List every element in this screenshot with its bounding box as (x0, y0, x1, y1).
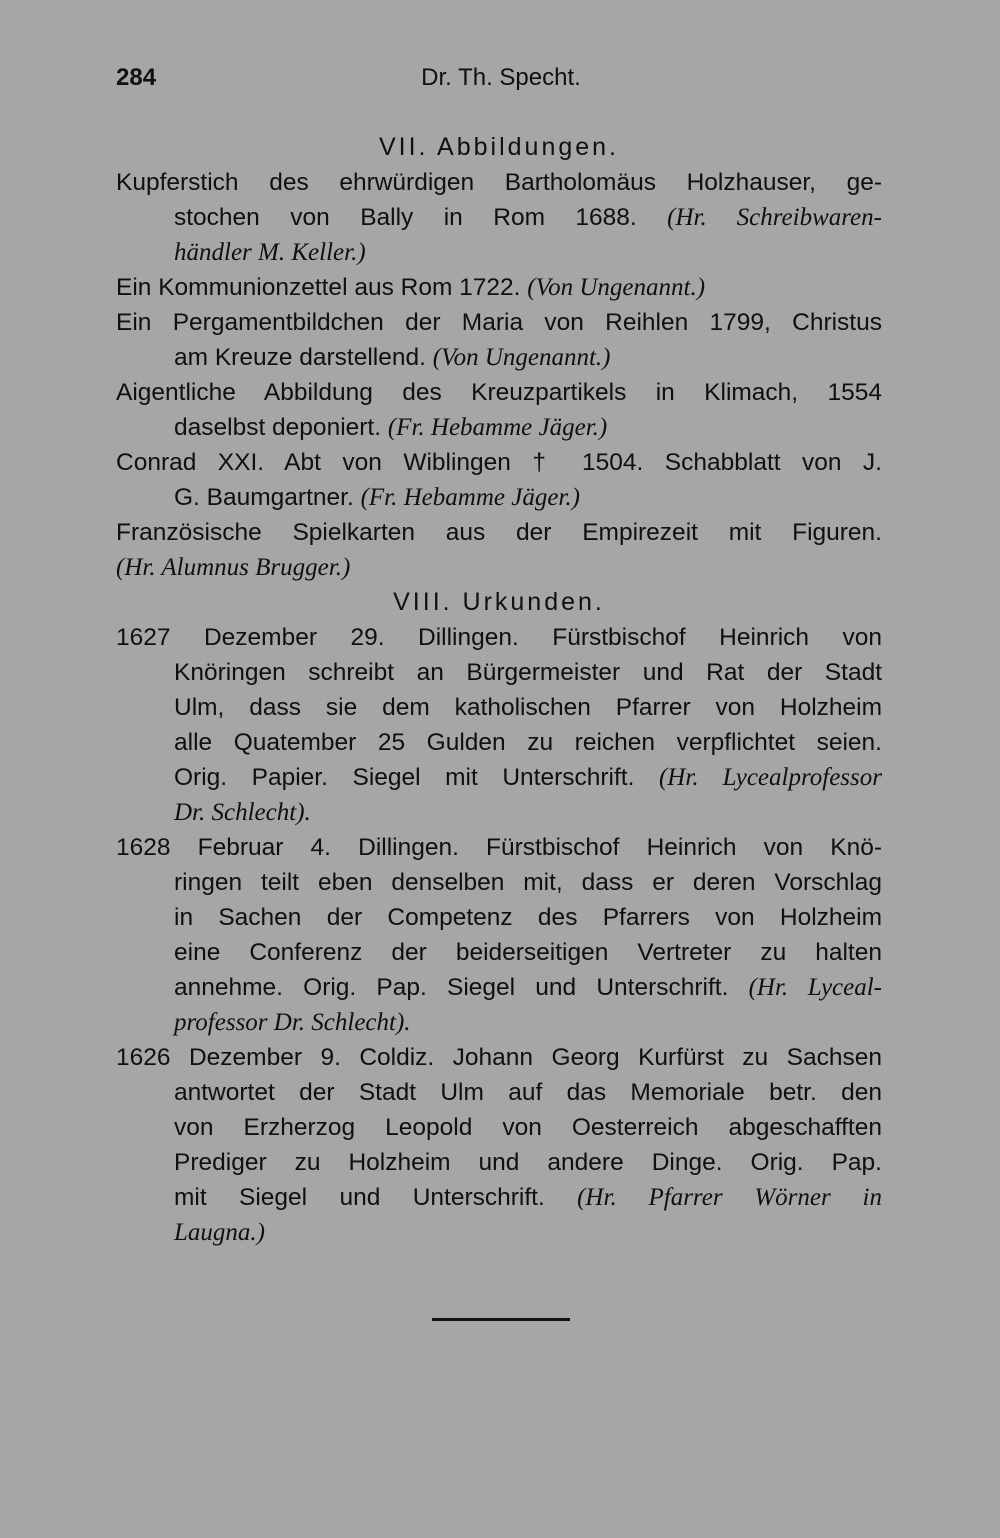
text-line (116, 1215, 882, 1250)
line-text: stochen von Bally in Rom 1688. (174, 204, 668, 231)
line-text: Conrad XXI. Abt von Wiblingen † 1504. Schabblatt von J. (116, 449, 882, 476)
line-text: Ulm, dass sie dem katholischen Pfarrer von Holzheim (174, 694, 882, 721)
text-line (116, 410, 882, 445)
text-line (116, 1110, 882, 1145)
donor-attribution: (Hr. Pfarrer Wörner in (577, 1184, 882, 1211)
donor-attribution: Dr. Schlecht). (174, 799, 311, 826)
text-line (116, 515, 882, 550)
text-line (116, 865, 882, 900)
line-text: Orig. Papier. Siegel mit Unterschrift. (174, 764, 659, 791)
line-text: Aigentliche Abbildung des Kreuzpartikels in Klimach, 1554 (116, 379, 882, 406)
donor-attribution: Laugna.) (174, 1219, 265, 1246)
page-number: 284 (116, 64, 157, 91)
text-line (116, 1145, 882, 1180)
line-text: Prediger zu Holzheim und andere Dinge. Orig. Pap. (174, 1149, 882, 1176)
line-text: in Sachen der Competenz des Pfarrers von Holzheim (174, 904, 882, 931)
line-text: Knöringen schreibt an Bürgermeister und Rat der Stadt (174, 659, 882, 686)
line-text: von Erzherzog Leopold von Oesterreich abgeschafften (174, 1114, 882, 1141)
line-text: ringen teilt eben denselben mit, dass er deren Vorschlag (174, 869, 882, 896)
line-text: mit Siegel und Unterschrift. (174, 1184, 578, 1211)
line-text: Französische Spielkarten aus der Empirezeit mit Figuren. (116, 519, 882, 546)
text-line (116, 550, 882, 585)
donor-attribution: (Von Ungenannt.) (432, 344, 611, 371)
donor-attribution: professor Dr. Schlecht). (174, 1009, 411, 1036)
line-text: antwortet der Stadt Ulm auf das Memoriale betr. den (174, 1079, 882, 1106)
donor-attribution: (Fr. Hebamme Jäger.) (360, 484, 580, 511)
donor-attribution: (Fr. Hebamme Jäger.) (387, 414, 608, 441)
text-line (116, 1005, 882, 1040)
text-line (116, 200, 882, 235)
text-line (116, 725, 882, 760)
page-header (116, 64, 886, 98)
donor-attribution: (Von Ungenannt.) (527, 274, 706, 301)
text-line (116, 760, 882, 795)
text-line (116, 375, 882, 410)
text-line (116, 235, 882, 270)
text-line (116, 970, 882, 1005)
text-line (116, 620, 882, 655)
line-text: annehme. Orig. Pap. Siegel und Unterschrift. (174, 974, 749, 1001)
donor-attribution: (Hr. Alumnus Brugger.) (116, 554, 351, 581)
text-line (116, 935, 882, 970)
text-line (116, 270, 882, 305)
line-text: 1626 Dezember 9. Coldiz. Johann Georg Kurfürst zu Sachsen (116, 1044, 882, 1071)
text-line (116, 1180, 882, 1215)
text-line (116, 165, 882, 200)
line-text: daselbst deponiert. (174, 414, 388, 441)
text-line (116, 1040, 882, 1075)
page-body (116, 130, 882, 1250)
text-line (116, 655, 882, 690)
text-line (116, 340, 882, 375)
donor-attribution: (Hr. Lycealprofessor (658, 764, 882, 791)
end-rule (432, 1318, 570, 1321)
donor-attribution: (Hr. Lyceal- (748, 974, 883, 1001)
running-head: Dr. Th. Specht. (421, 64, 581, 91)
text-line (116, 445, 882, 480)
line-text: am Kreuze darstellend. (174, 344, 433, 371)
text-line (116, 305, 882, 340)
line-text: Ein Kommunionzettel aus Rom 1722. (116, 274, 528, 301)
line-text: Kupferstich des ehrwürdigen Bartholomäus Holzhauser, ge- (116, 169, 882, 196)
text-line (116, 480, 882, 515)
line-text: Ein Pergamentbildchen der Maria von Reihlen 1799, Christus (116, 309, 882, 336)
text-line (116, 830, 882, 865)
line-text: 1628 Februar 4. Dillingen. Fürstbischof Heinrich von Knö- (116, 834, 882, 861)
line-text: alle Quatember 25 Gulden zu reichen verpflichtet seien. (174, 729, 882, 756)
section-heading: VII. Abbildungen. (378, 133, 620, 161)
section-heading: VIII. Urkunden. (393, 588, 605, 616)
text-line (116, 900, 882, 935)
line-text: 1627 Dezember 29. Dillingen. Fürstbischof Heinrich von (116, 624, 882, 651)
text-line (116, 795, 882, 830)
text-line (116, 690, 882, 725)
donor-attribution: händler M. Keller.) (174, 239, 366, 266)
donor-attribution: (Hr. Schreibwaren- (667, 204, 882, 231)
line-text: eine Conferenz der beiderseitigen Vertreter zu halten (174, 939, 882, 966)
text-line (116, 1075, 882, 1110)
line-text: G. Baumgartner. (174, 484, 361, 511)
